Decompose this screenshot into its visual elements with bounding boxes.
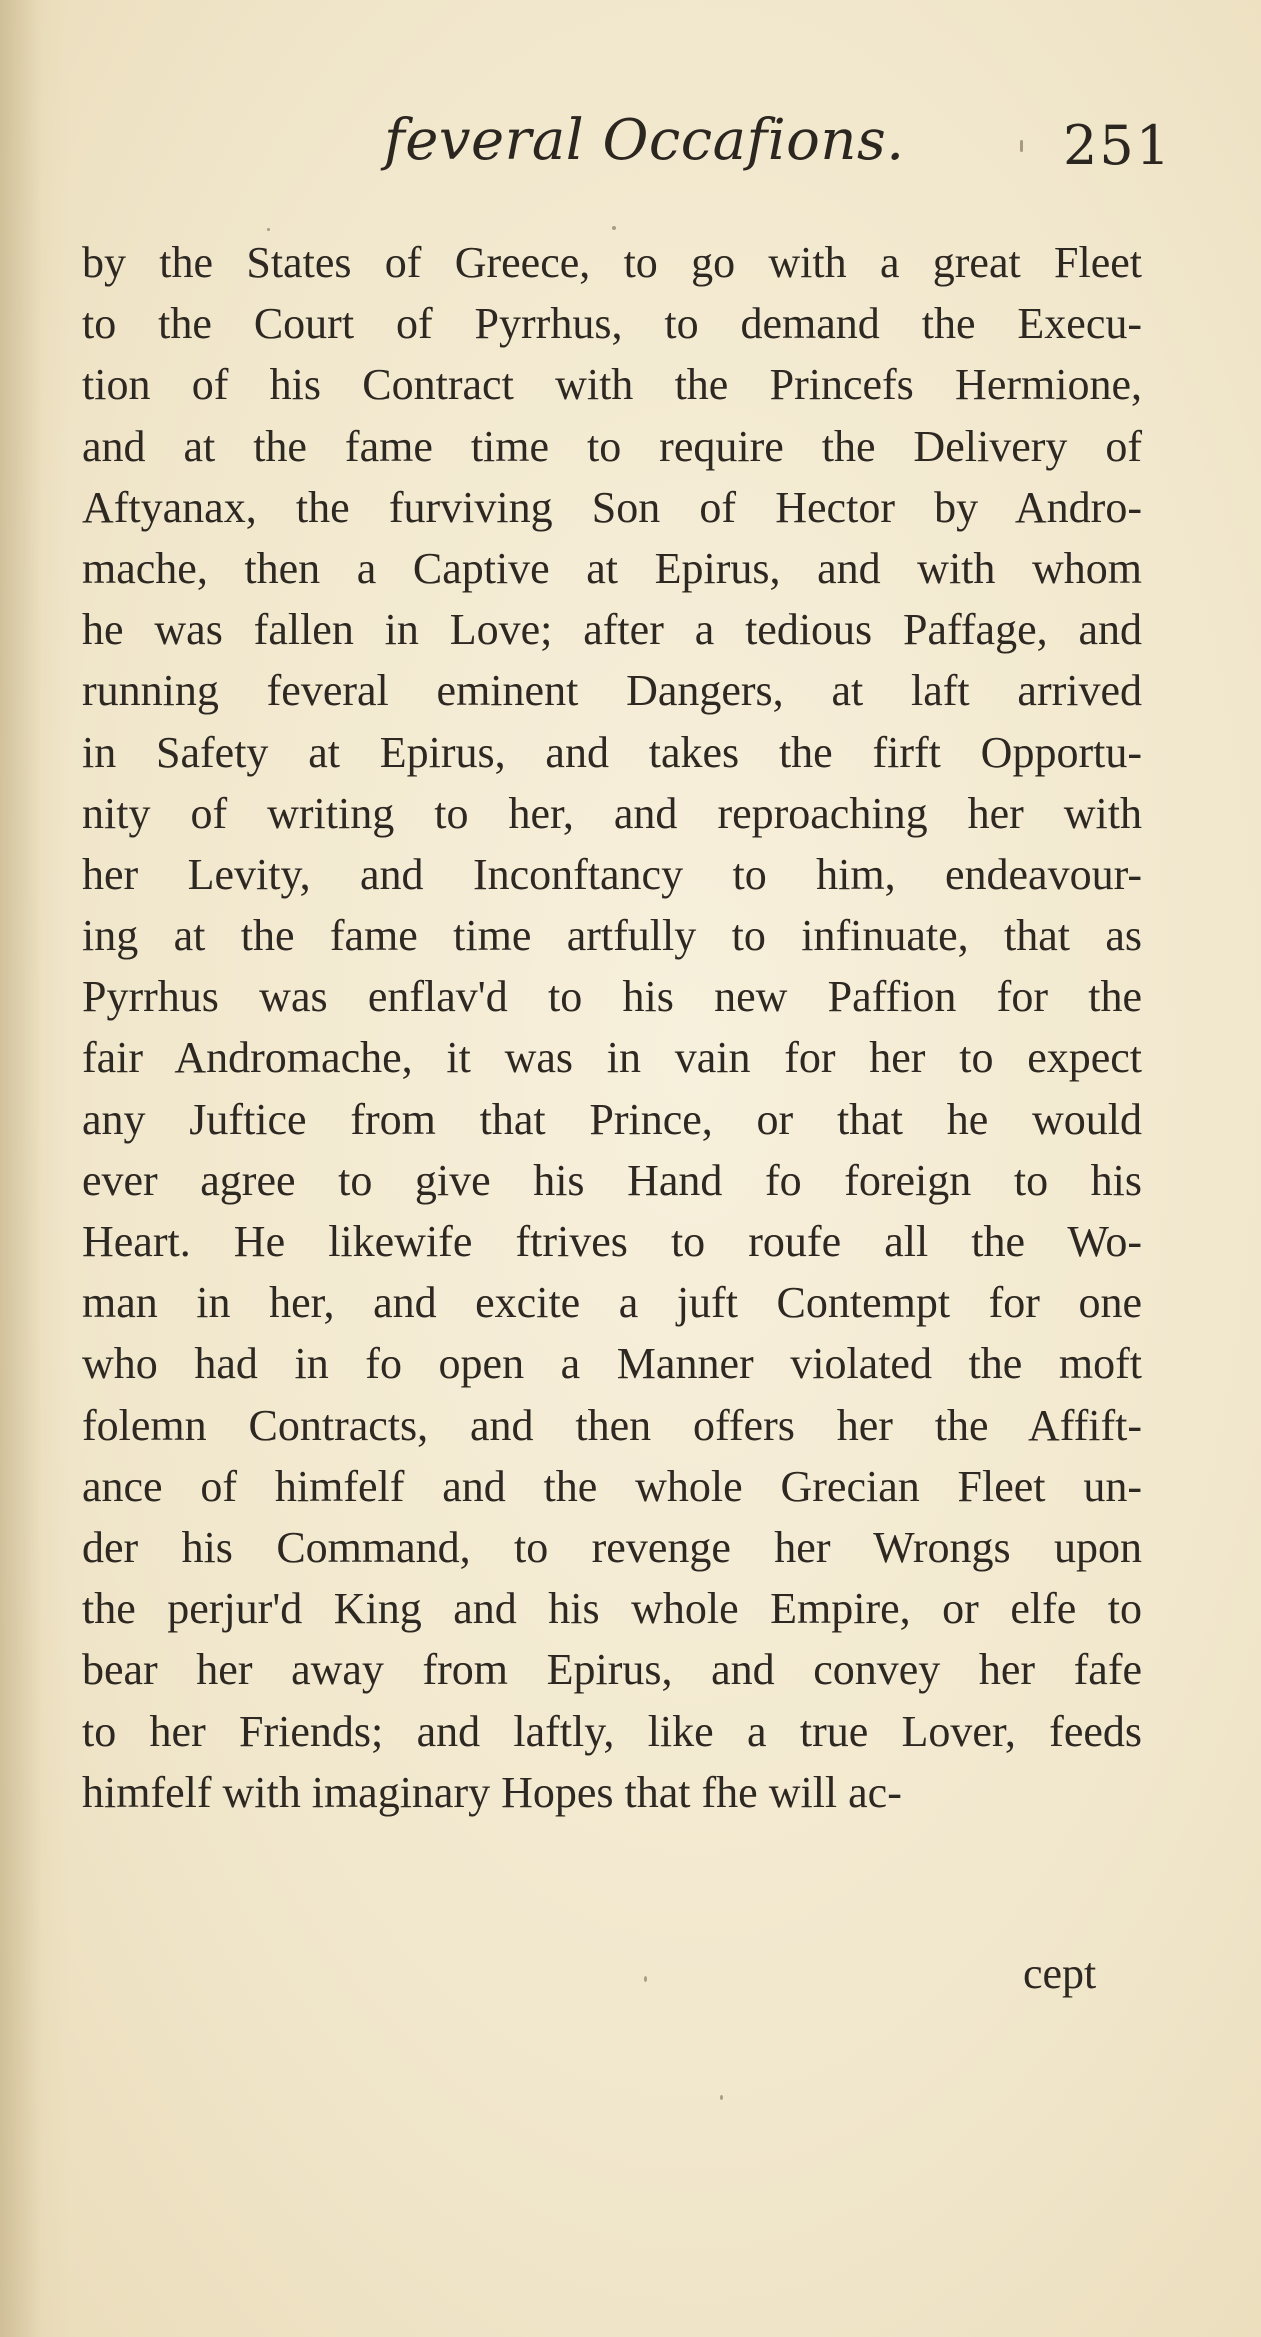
text-line: Aftyanax, the furviving Son of Hector by Andro-	[82, 482, 1142, 532]
text-line: Heart. He likewife ftrives to roufe all the Wo-	[82, 1217, 1142, 1266]
text-line: himfelf with imaginary Hopes that fhe will ac-	[82, 1767, 902, 1817]
text-line: ever agree to give his Hand fo foreign to his	[82, 1155, 1142, 1205]
text-line: mache, then a Captive at Epirus, and with whom	[82, 543, 1142, 593]
paper-speck	[720, 2095, 723, 2100]
paper-speck	[1020, 140, 1023, 152]
paper-speck	[267, 228, 270, 231]
text-line: der his Command, to revenge her Wrongs upon	[82, 1522, 1142, 1572]
running-title: feveral Occafions.	[384, 108, 905, 173]
page-number: 251	[1063, 114, 1173, 177]
text-line: he was fallen in Love; after a tedious Paffage, and	[82, 605, 1142, 655]
text-line: who had in fo open a Manner violated the moft	[82, 1339, 1142, 1389]
text-line: in Safety at Epirus, and takes the firft Opportu-	[82, 727, 1142, 777]
text-line: the perjur'd King and his whole Empire, or elfe to	[82, 1584, 1142, 1634]
text-line: ance of himfelf and the whole Grecian Fleet un-	[82, 1461, 1142, 1511]
text-line: by the States of Greece, to go with a great Fleet	[82, 238, 1142, 287]
text-line: folemn Contracts, and then offers her the Affift-	[82, 1400, 1142, 1450]
text-line: any Juftice from that Prince, or that he would	[82, 1094, 1142, 1144]
text-line: fair Andromache, it was in vain for her to expect	[82, 1033, 1142, 1083]
text-line: nity of writing to her, and reproaching her with	[82, 788, 1142, 838]
text-line: ing at the fame time artfully to infinuate, that as	[82, 911, 1142, 961]
text-line: running feveral eminent Dangers, at laft arrived	[82, 666, 1142, 716]
text-line: her Levity, and Inconftancy to him, endeavour-	[82, 849, 1142, 899]
text-line: tion of his Contract with the Princefs Hermione,	[82, 360, 1142, 410]
page-edge-shadow	[0, 0, 70, 2337]
running-head	[0, 108, 1261, 178]
text-line: to the Court of Pyrrhus, to demand the Execu-	[82, 299, 1142, 349]
text-line: and at the fame time to require the Delivery of	[82, 421, 1142, 471]
paper-speck	[612, 226, 616, 230]
body-text	[82, 232, 1142, 1823]
text-line: bear her away from Epirus, and convey her fafe	[82, 1645, 1142, 1695]
text-line: to her Friends; and laftly, like a true Lover, feeds	[82, 1706, 1142, 1756]
text-line: Pyrrhus was enflav'd to his new Paffion for the	[82, 972, 1142, 1022]
text-line: man in her, and excite a juft Contempt for one	[82, 1278, 1142, 1328]
paper-speck	[644, 1976, 647, 1982]
catchword: cept	[1023, 1949, 1097, 1998]
